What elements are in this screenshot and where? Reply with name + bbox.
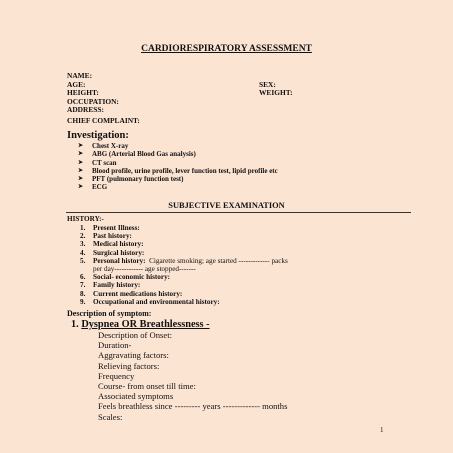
list-item: Relieving factors: — [98, 360, 160, 371]
list-item: Course- from onset till time: — [98, 381, 196, 392]
arrow-bullet-icon: ➤ — [78, 184, 84, 191]
investigation-heading: Investigation: — [67, 130, 129, 141]
arrow-bullet-icon: ➤ — [78, 151, 84, 158]
subjective-heading: SUBJECTIVE EXAMINATION — [168, 201, 285, 210]
list-item: ➤ Blood profile, urine profile, lever function test, lipid profile etc — [78, 166, 278, 175]
list-item: 3. Medical history: — [80, 240, 144, 249]
history-heading: HISTORY:- — [67, 215, 104, 223]
symptom-heading: Description of symptom: — [67, 309, 152, 318]
list-item: 4. Surgical history: — [80, 248, 145, 257]
list-item: 6. Social- economic history: — [80, 273, 171, 282]
list-item: Scales: — [98, 411, 123, 422]
list-item: 9. Occupational and environmental history: — [80, 297, 220, 306]
field-name: NAME: — [67, 71, 93, 80]
list-item: ➤ ECG — [78, 183, 108, 192]
arrow-bullet-icon: ➤ — [78, 159, 84, 166]
page-number: 1 — [380, 426, 384, 434]
field-chief-complaint: CHIEF COMPLAINT: — [67, 116, 140, 125]
arrow-bullet-icon: ➤ — [78, 143, 84, 149]
field-age: AGE: — [67, 79, 86, 89]
field-occupation: OCCUPATION: — [67, 96, 119, 106]
list-item: 2. Past history: — [80, 232, 132, 241]
list-item: Duration- — [98, 340, 132, 351]
list-item: ➤ ABG (Arterial Blood Gas analysis) — [78, 150, 196, 159]
list-item: 1. Present Illness: — [80, 224, 140, 232]
list-item: Feels breathless since --------- years ------------- months — [98, 401, 288, 412]
list-item: ➤ PFT (pulmonary function test) — [78, 175, 184, 184]
field-address: ADDRESS: — [67, 105, 104, 114]
list-item: 7. Family history: — [80, 281, 141, 290]
investigation-list — [78, 142, 278, 192]
history-list — [80, 224, 288, 306]
list-item: ➤ CT scan — [78, 158, 117, 167]
arrow-bullet-icon: ➤ — [78, 176, 84, 183]
page-title: CARDIORESPIRATORY ASSESSMENT — [141, 44, 312, 54]
symptom-title: 1. Dyspnea OR Breathlessness - — [71, 319, 210, 330]
list-item: 8. Current medications history: — [80, 289, 183, 298]
list-item: ➤ Chest X-ray — [78, 142, 129, 150]
symptom-list — [98, 330, 287, 422]
list-item: 5. Personal history: Cigarette smoking; age started ------------- packs — [80, 256, 288, 265]
list-item-continuation: per day------------ age stopped------- — [93, 265, 196, 274]
list-item: Associated symptoms — [98, 391, 174, 402]
section-divider — [66, 212, 411, 213]
list-item: Aggravating factors: — [98, 350, 169, 361]
list-item: Frequency — [98, 370, 135, 381]
field-height: HEIGHT: — [67, 88, 99, 97]
field-sex: SEX: — [259, 79, 276, 89]
field-weight: WEIGHT: — [259, 88, 293, 97]
list-item: Description of Onset: — [98, 330, 172, 340]
arrow-bullet-icon: ➤ — [78, 167, 84, 174]
